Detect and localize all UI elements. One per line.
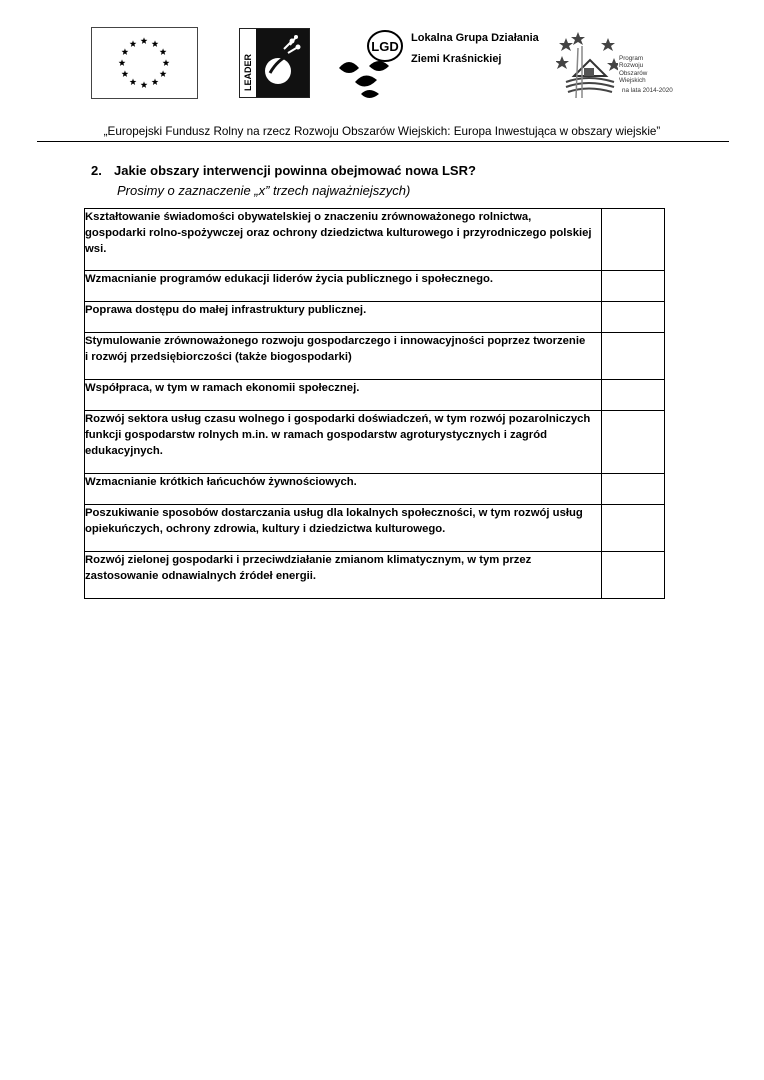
eu-flag-logo [91,27,198,99]
eu-star-icon [163,59,170,66]
table-row [85,552,665,599]
eu-star-icon [141,81,148,88]
option-checkbox-cell[interactable] [601,552,664,599]
option-checkbox-cell[interactable] [601,333,664,380]
table-row [85,411,665,474]
funding-line: „Europejski Fundusz Rolny na rzecz Rozwoju Obszarów Wiejskich: Europa Inwestująca w obszary wiejskie” [103,125,661,138]
eu-star-icon [119,59,126,66]
question-heading [91,163,476,178]
eu-star-icon [122,48,129,55]
option-label [85,209,602,271]
table-row [85,474,665,505]
option-label-line: Wzmacnianie krótkich łańcuchów żywnościowych. [85,476,357,488]
question-text: Jakie obszary interwencji powinna obejmować nowa LSR? [114,163,476,178]
eu-star-icon [130,78,137,85]
options-table [84,208,665,599]
prow-logo [556,28,681,100]
option-label-line: zastosowanie odnawialnych źródeł energii. [85,570,317,582]
option-label [85,380,602,411]
option-label-line: Rozwój sektora usług czasu wolnego i gospodarki doświadczeń, w tym rozwój pozarolniczych [85,413,591,425]
option-checkbox-cell[interactable] [601,411,664,474]
eu-star-icon [160,70,167,77]
option-label [85,333,602,380]
option-checkbox-cell[interactable] [601,209,664,271]
option-label-line: opiekuńczych, ochrony zdrowia, kultury i dziedzictwa kulturowego. [85,523,446,535]
option-label-line: i rozwój przedsiębiorczości (także biogospodarki) [85,351,352,363]
prow-line-2: Rozwoju [619,62,644,70]
option-checkbox-cell[interactable] [601,302,664,333]
table-row [85,505,665,552]
table-row [85,380,665,411]
lgd-logo [335,28,541,100]
eu-star-icon [152,40,159,47]
table-row [85,271,665,302]
lgd-name-line2: Ziemi Kraśnickiej [411,53,502,65]
option-checkbox-cell[interactable] [601,505,664,552]
prow-emblem-icon [556,28,618,100]
option-label [85,271,602,302]
option-checkbox-cell[interactable] [601,271,664,302]
option-label-line: wsi. [85,243,107,255]
option-label-line: Wzmacnianie programów edukacji liderów życia publicznego i społecznego. [85,273,494,285]
leader-text: LEADER [243,53,253,91]
table-row [85,302,665,333]
option-label [85,411,602,474]
option-label-line: Poszukiwanie sposobów dostarczania usług dla lokalnych społeczności, w tym rozwój usług [85,507,583,519]
option-label-line: funkcji gospodarstw rolnych m.in. w ramach gospodarstw agroturystycznych i zagród [85,429,548,441]
option-label-line: Współpraca, w tym w ramach ekonomii społecznej. [85,382,360,394]
lgd-name-line1: Lokalna Grupa Działania [411,32,539,44]
option-label [85,302,602,333]
header-divider [37,141,729,142]
option-label-line: Kształtowanie świadomości obywatelskiej o znaczeniu zrównoważonego rolnictwa, [85,211,532,223]
prow-line-3: Obszarów [619,69,648,77]
option-label-line: Stymulowanie zrównoważonego rozwoju gospodarczego i innowacyjności poprzez tworzenie [85,335,586,347]
eu-star-icon [141,37,148,44]
question-number: 2. [91,163,102,178]
leader-emblem-icon [240,29,309,97]
option-label [85,474,602,505]
prow-line-1: Program [619,55,644,62]
table-row [85,209,665,271]
option-checkbox-cell[interactable] [601,380,664,411]
option-label-line: edukacyjnych. [85,445,163,457]
lgd-leaves-icon [335,28,411,100]
option-label [85,552,602,599]
option-label-line: gospodarki rolno-spożywczej oraz ochrony dziedzictwa kulturowego i przyrodniczego polskiej [85,227,592,239]
eu-star-icon [122,70,129,77]
eu-star-icon [160,48,167,55]
prow-line-4: Wiejskich [619,77,646,85]
eu-star-icon [130,40,137,47]
eu-star-icon [152,78,159,85]
leader-logo [239,28,310,98]
option-checkbox-cell[interactable] [601,474,664,505]
eu-flag-icon [92,28,197,98]
question-instruction: Prosimy o zaznaczenie „x” trzech najważniejszych) [117,183,411,198]
option-label-line: Rozwój zielonej gospodarki i przeciwdziałanie zmianom klimatycznym, w tym przez [85,554,532,566]
prow-years: na lata 2014-2020 [622,87,673,94]
table-row [85,333,665,380]
option-label [85,505,602,552]
option-label-line: Poprawa dostępu do małej infrastruktury publicznej. [85,304,367,316]
lgd-abbrev: LGD [371,39,399,54]
